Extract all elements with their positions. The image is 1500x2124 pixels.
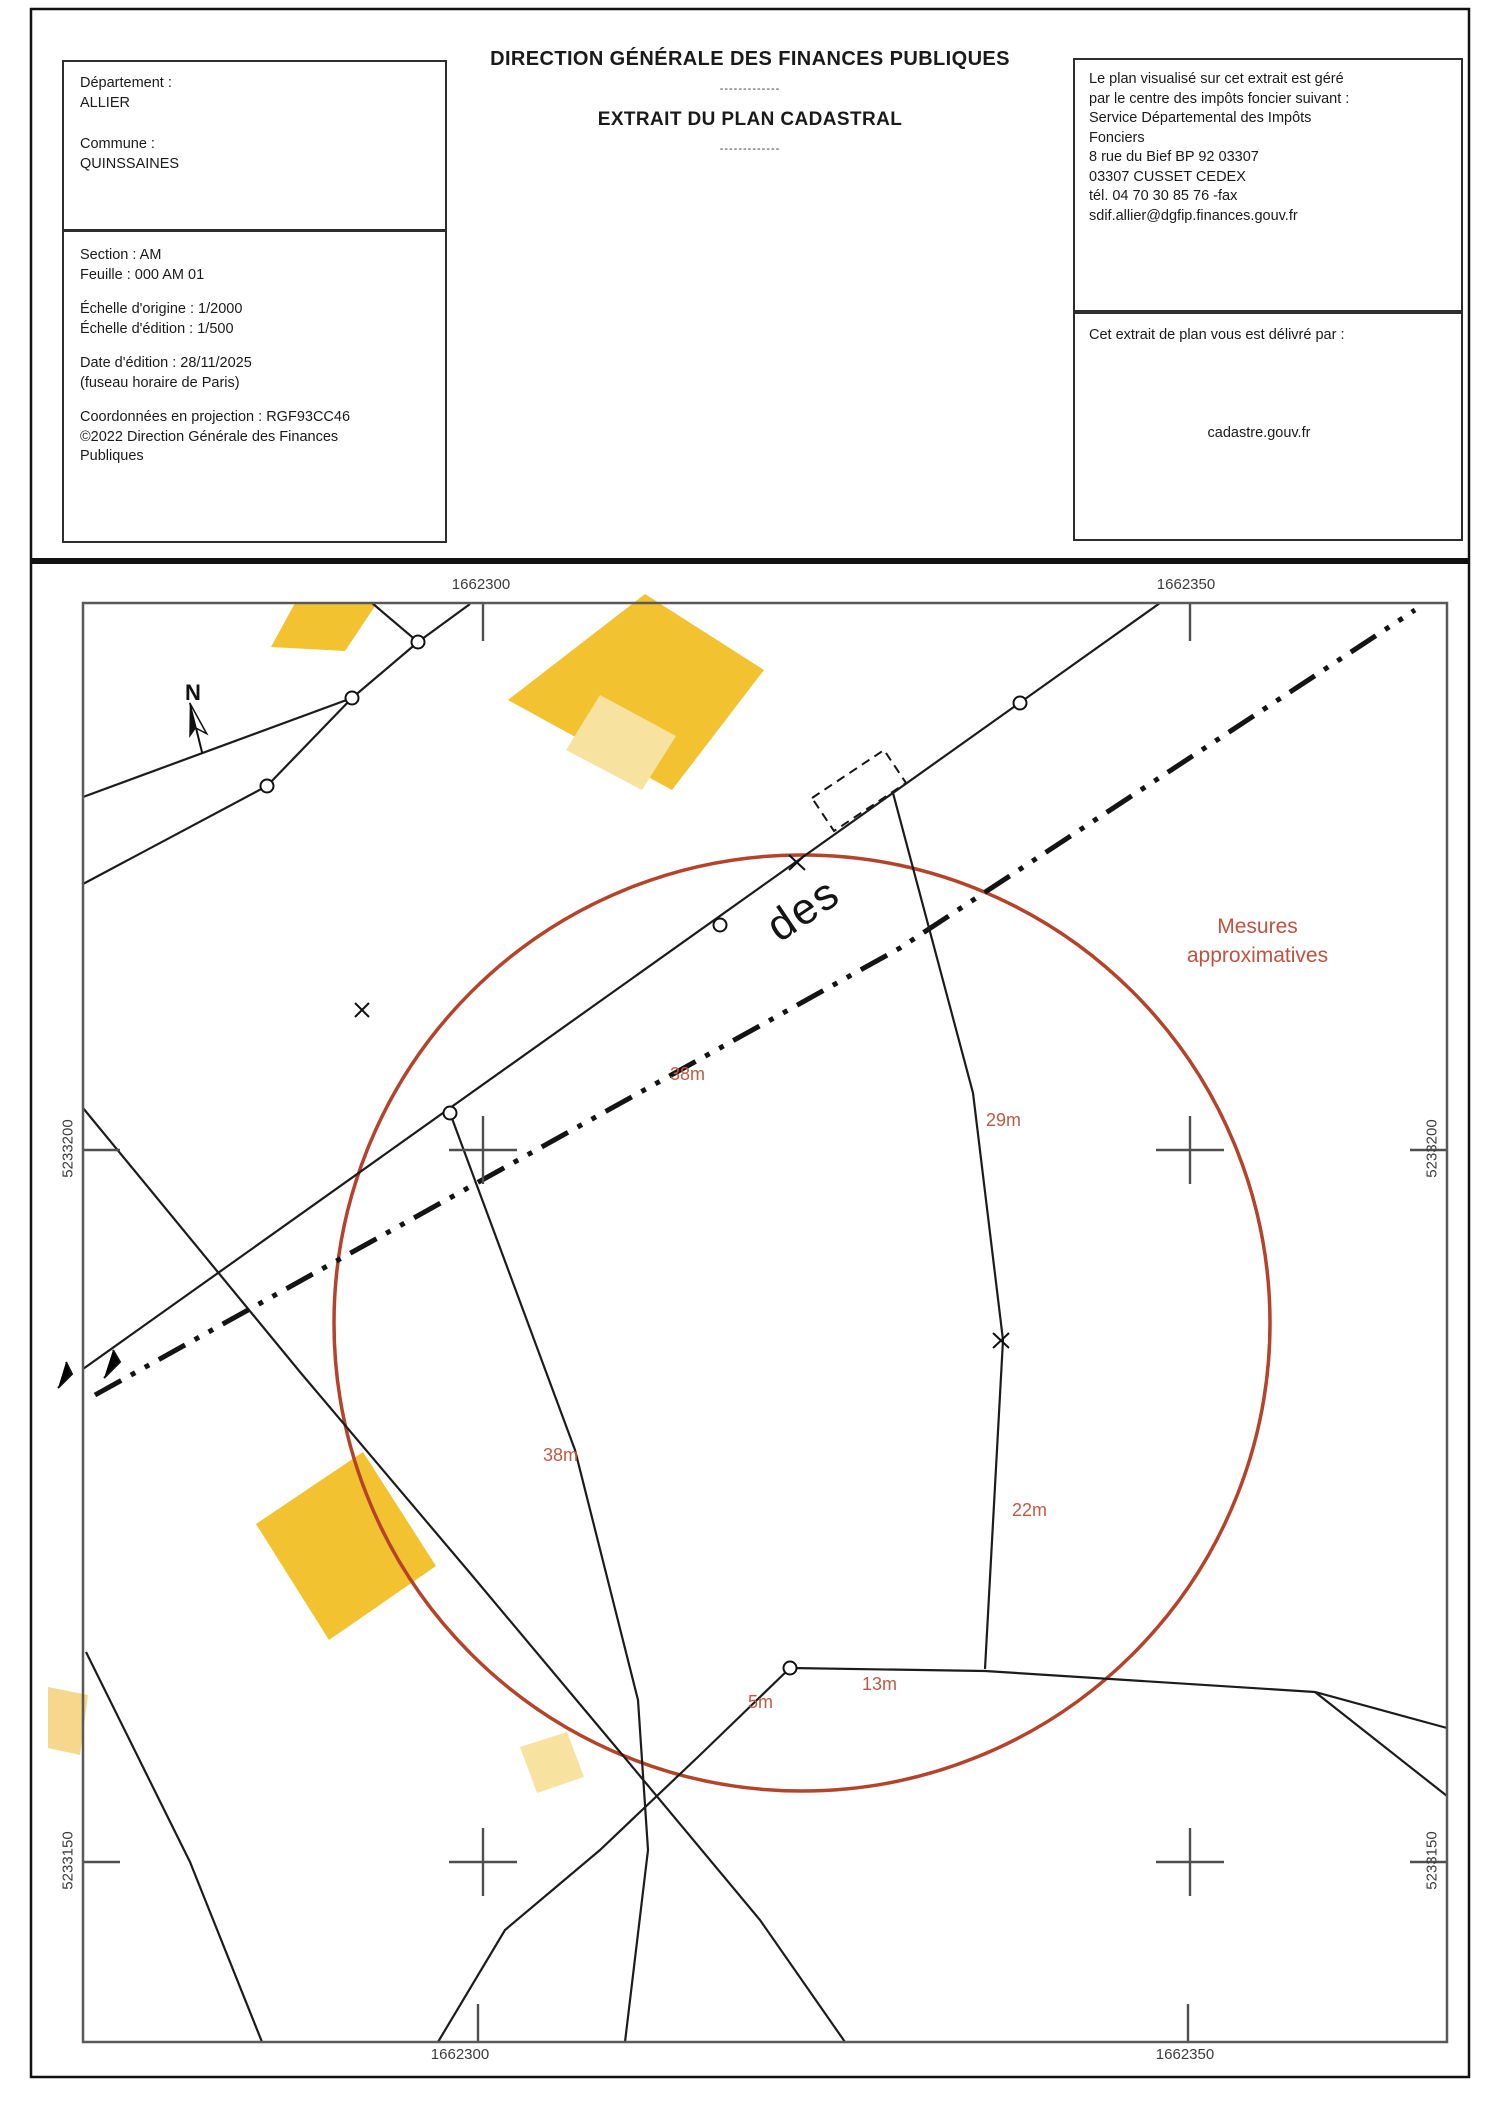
feuille-line: Feuille : 000 AM 01: [80, 266, 205, 283]
measurement-circle: [334, 855, 1270, 1791]
tax-service-box: [1073, 58, 1463, 312]
coord-top-right: 1662350: [1156, 576, 1216, 593]
measure-label-38m-road: 38m: [670, 1064, 706, 1084]
echelle-origine-line: Échelle d'origine : 1/2000: [80, 301, 243, 317]
buildings-layer: [48, 594, 764, 1793]
survey-point: [444, 1107, 457, 1120]
north-label: N: [185, 680, 201, 705]
copyright-line: ©2022 Direction Générale des Finances: [80, 428, 339, 445]
survey-point: [261, 780, 274, 793]
coord-left-lower: 5233150: [59, 1831, 77, 1890]
parcel-line-29m-22m: [893, 793, 1003, 1669]
x-mark: [993, 1333, 1009, 1348]
boundary-hook-marks: [58, 1350, 120, 1388]
projection-line: Coordonnées en projection : RGF93CC46: [80, 409, 351, 425]
commune-label: Commune :: [80, 136, 155, 152]
service-email-line: sdif.allier@dgfip.finances.gouv.fr: [1089, 207, 1298, 224]
survey-point: [412, 636, 425, 649]
parcel-line-bottom-left: [86, 1652, 262, 2042]
cadastre-site-label: cadastre.gouv.fr: [1207, 424, 1311, 441]
grid-tick-right: [1410, 1150, 1447, 1862]
measure-label-5m: 5m: [748, 1692, 774, 1712]
approx-measures-note: [1130, 912, 1385, 970]
copyright-line2: Publiques: [80, 448, 144, 464]
service-address-line: 03307 CUSSET CEDEX: [1089, 168, 1246, 185]
x-mark: [355, 1003, 369, 1017]
departement-label: Département :: [80, 75, 172, 91]
fuseau-line: (fuseau horaire de Paris): [80, 374, 240, 391]
section-line: Section : AM: [80, 247, 162, 263]
service-phone-line: tél. 04 70 30 85 76 -fax: [1089, 188, 1238, 204]
service-address-line: 8 rue du Bief BP 92 03307: [1089, 149, 1259, 165]
departement-value: ALLIER: [80, 94, 130, 111]
title-separator: -------------: [719, 83, 781, 95]
survey-point: [714, 919, 727, 932]
location-box: [62, 60, 447, 231]
survey-point: [346, 692, 359, 705]
grid-tick-top: [483, 603, 1190, 641]
sheet-info-box: [62, 230, 447, 543]
grid-cross: [1156, 1116, 1224, 1184]
service-line: Fonciers: [1089, 129, 1145, 146]
building-top-left: [271, 603, 377, 651]
parcel-line-5m: [438, 1668, 790, 2042]
grid-cross: [449, 1116, 517, 1184]
note-line2: approximatives: [1186, 944, 1329, 967]
grid-cross: [1156, 1828, 1224, 1896]
measure-label-38m-parcel: 38m: [543, 1445, 579, 1465]
service-line: Le plan visualisé sur cet extrait est géré: [1089, 71, 1344, 87]
north-arrow-icon: [181, 701, 211, 756]
subtitle-separator: -------------: [719, 143, 781, 155]
coord-left-upper: 5233200: [59, 1119, 77, 1178]
measure-label-22m: 22m: [1012, 1500, 1048, 1520]
grid-tick-left: [83, 1150, 120, 1862]
parcel-lines-layer: [83, 603, 1447, 2042]
grid-cross: [449, 1828, 517, 1896]
commune-boundary-line: [95, 610, 1415, 1395]
x-marks-layer: [58, 855, 1009, 1388]
service-line: Service Départemental des Impôts: [1089, 110, 1312, 126]
note-line1: Mesures: [1217, 915, 1298, 938]
road-name-label: des: [757, 867, 849, 952]
coord-bottom-left: 1662300: [430, 2046, 490, 2063]
parcel-line-38m: [450, 1113, 648, 2042]
delivery-intro: Cet extrait de plan vous est délivré par :: [1089, 327, 1345, 343]
measure-label-13m: 13m: [862, 1674, 898, 1694]
survey-point: [1014, 697, 1027, 710]
echelle-edition-line: Échelle d'édition : 1/500: [80, 320, 234, 337]
document-title-block: [440, 48, 1060, 155]
measure-label-29m: 29m: [986, 1110, 1022, 1130]
x-mark: [789, 855, 805, 870]
delivery-box: [1073, 312, 1463, 541]
grid-marks-layer: [83, 603, 1447, 2042]
parcel-line-southwest: [83, 1108, 845, 2042]
document-title: DIRECTION GÉNÉRALE DES FINANCES PUBLIQUES: [490, 48, 1010, 70]
date-edition-line: Date d'édition : 28/11/2025: [80, 355, 252, 371]
survey-point: [784, 1662, 797, 1675]
map-frame: [83, 603, 1447, 2042]
coord-top-left: 1662300: [451, 576, 511, 593]
service-line: par le centre des impôts foncier suivant :: [1089, 90, 1350, 107]
coord-right-lower: 5233150: [1423, 1831, 1441, 1890]
building-bottom-left: [256, 1452, 436, 1640]
document-subtitle: EXTRAIT DU PLAN CADASTRAL: [597, 109, 903, 130]
header-divider: [31, 558, 1469, 564]
coord-bottom-right: 1662350: [1155, 2046, 1215, 2063]
building-small-light: [520, 1732, 584, 1793]
dashed-building-outline: [812, 750, 906, 831]
coord-right-upper: 5233200: [1423, 1119, 1441, 1178]
commune-value: QUINSSAINES: [80, 155, 180, 172]
